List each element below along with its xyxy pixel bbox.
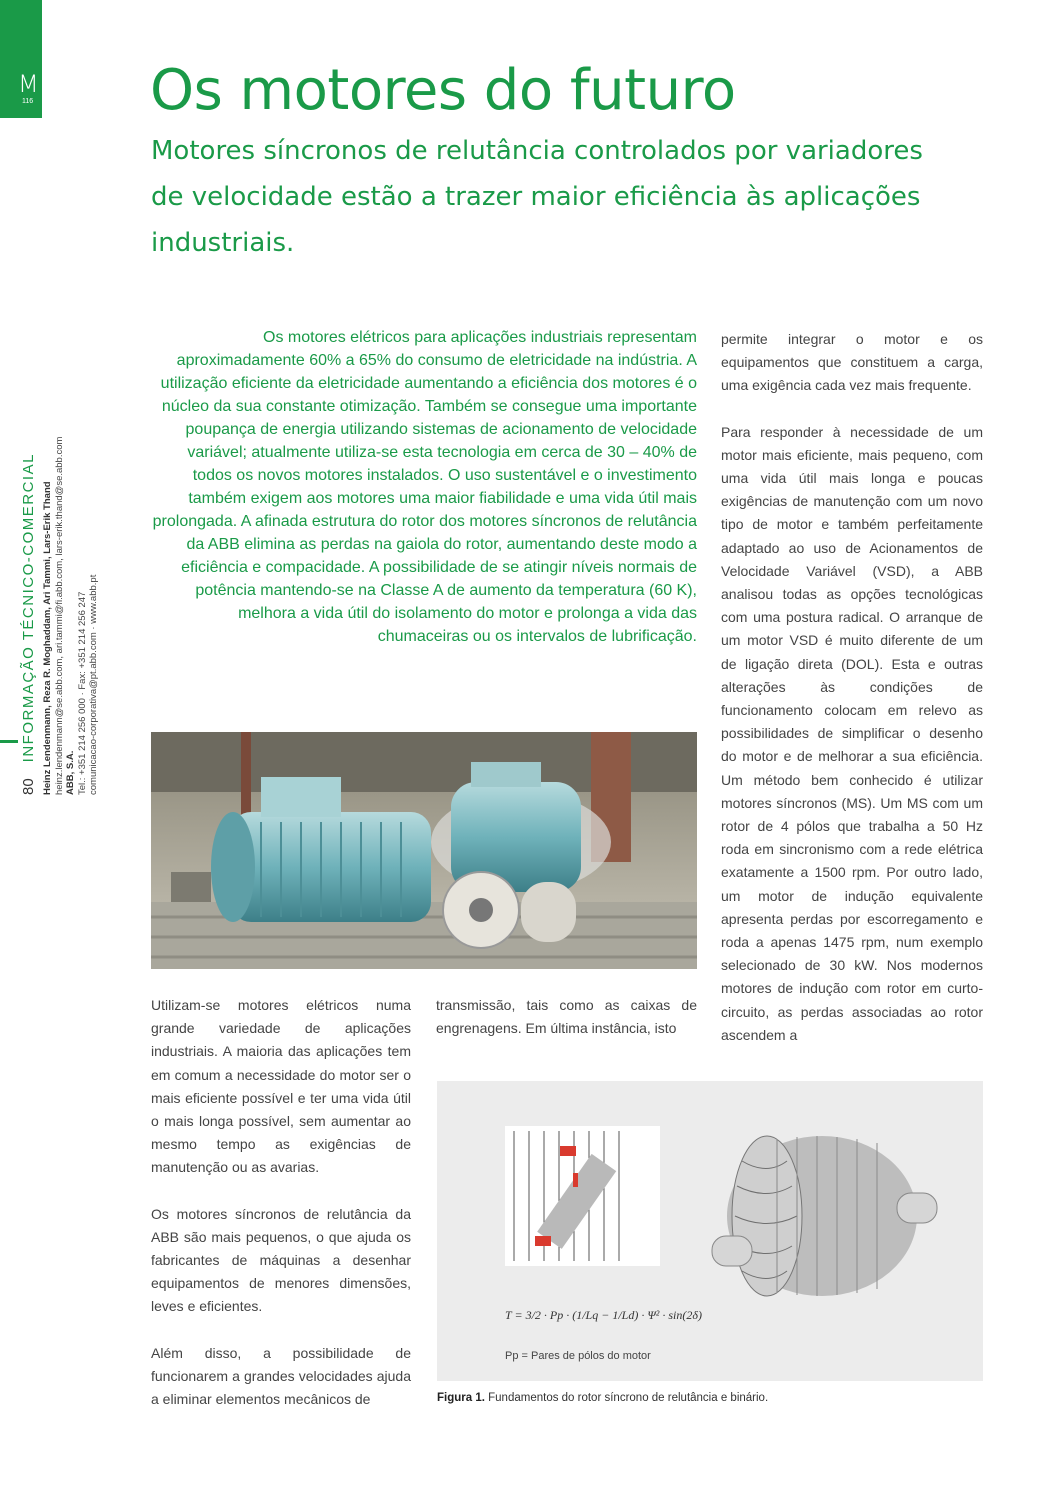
pole-pairs-label: Pp = Pares de pólos do motor [505, 1350, 651, 1362]
paragraph: transmissão, tais como as caixas de engrenagens. Em última instância, isto [436, 997, 697, 1037]
text-column-right [721, 328, 983, 1070]
article-title: Os motores do futuro [150, 58, 736, 123]
author-credits [42, 437, 100, 795]
torque-formula: T = 3/2 · Pp · (1/Lq − 1/Ld) · Ψ² · sin(2δ) [505, 1308, 702, 1322]
section-tab-letter: M [18, 70, 39, 98]
figure-caption-text: Fundamentos do rotor síncrono de relutância e binário. [488, 1392, 769, 1404]
figure-label: Figura 1. [437, 1392, 485, 1404]
figure-1 [437, 1081, 983, 1381]
motors-illustration [151, 732, 697, 969]
paragraph: Além disso, a possibilidade de funcionarem a grandes velocidades ajuda a eliminar elementos mecânicos de [151, 1344, 411, 1408]
company: ABB, S.A. [65, 750, 76, 795]
section-tab-number: 116 [22, 98, 34, 105]
authors: Heinz Lendenmann, Reza R. Moghaddam, Ari Tammi, Lars-Erik Thand [42, 481, 53, 795]
paragraph: permite integrar o motor e os equipamentos que constituem a carga, uma exigência cada vez mais frequente. [721, 331, 983, 394]
paragraph: Para responder à necessidade de um motor mais eficiente, mais pequeno, com uma vida útil mais longa e poucas exigências de manutenção com um novo tipo de motor e também perfeitamente adaptado ao uso de Acionamentos de Velocidade Variável (VSD), a ABB analisou todas as opções tecnológicas com uma postura radical. O arranque de um motor VSD é muito diferente de um de ligação direta (DOL). Esta e outras alterações às condições de funcionamento colocam em relevo as possibilidades de simplificar o desenho do motor e de melhorar a sua eficiência. Um método bem conhecido é utilizar motores síncronos (MS). Um MS com um rotor de 4 pólos que trabalha a 50 Hz roda em sincronismo com a rede elétrica exatamente a 1500 rpm. Por outro lado, um motor de indução equivalente apresenta perdas por escorregamento e roda a apenas 1475 rpm, num exemplo selecionado de 30 kW. Nos modernos motores de indução com rotor em curto-circuito, as perdas associadas ao rotor ascendem a [721, 423, 983, 1043]
section-tab [0, 0, 42, 118]
text-column-middle [436, 994, 697, 1063]
contact-web: comunicacao-corporativa@pt.abb.com · www.abb.pt [88, 574, 99, 795]
section-name: INFORMAÇÃO TÉCNICO-COMERCIAL [20, 453, 37, 763]
side-header [20, 453, 38, 795]
contact-phone: Tel.: +351 214 256 000 · Fax: +351 214 256 247 [76, 591, 88, 795]
article-subtitle: Motores síncronos de relutância controlados por variadores de velocidade estão a trazer maior eficiência às aplicações industriais. [151, 136, 923, 258]
page-number: 80 [20, 778, 37, 795]
article-lead: Os motores elétricos para aplicações industriais representam aproximadamente 60% a 65% do consumo de eletricidade na indústria. A utilização eficiente da eletricidade aumentando a eficiência dos motores é o núcleo da sua constante otimização. Também se consegue uma importante poupança de energia utilizando sistemas de acionamento de velocidade variável; atualmente utiliza-se esta tecnologia em cerca de 30 – 40% de todos os novos motores instalados. O uso sustentável e o investimento também exigem aos motores uma maior fiabilidade e uma vida útil mais prolongada. A afinada estrutura do rotor dos motores síncronos de relutância da ABB elimina as perdas na gaiola do rotor, aumentando deste modo a eficiência e compacidade. A possibilidade de se atingir níveis normais de potência mantendo-se na Classe A de aumento da temperatura (60 K), melhora a vida útil do isolamento do motor e prolonga a vida das chumaceiras ou os intervalos de lubrificação. [152, 329, 697, 645]
motors-photo [151, 732, 697, 969]
paragraph: Os motores síncronos de relutância da ABB são mais pequenos, o que ajuda os fabricantes de máquinas a desenhar equipamentos de menores dimensões, leves e eficientes. [151, 1205, 411, 1315]
text-column-left [151, 994, 411, 1434]
page-marker-line [0, 740, 18, 743]
figure-caption [437, 1392, 768, 1404]
author-emails: heinz.lendenmann@se.abb.com, ari.tammi@fi.abb.com, lars-erik.thand@se.abb.com [53, 436, 65, 795]
paragraph: Utilizam-se motores elétricos numa grande variedade de aplicações industriais. A maioria das aplicações tem em comum a necessidade do motor ser o mais eficiente possível e ter uma vida útil o mais longa possível, sem aumentar ao mesmo tempo as exigências de manutenção ou as avarias. [151, 997, 411, 1176]
rotor-diagram [437, 1081, 983, 1381]
